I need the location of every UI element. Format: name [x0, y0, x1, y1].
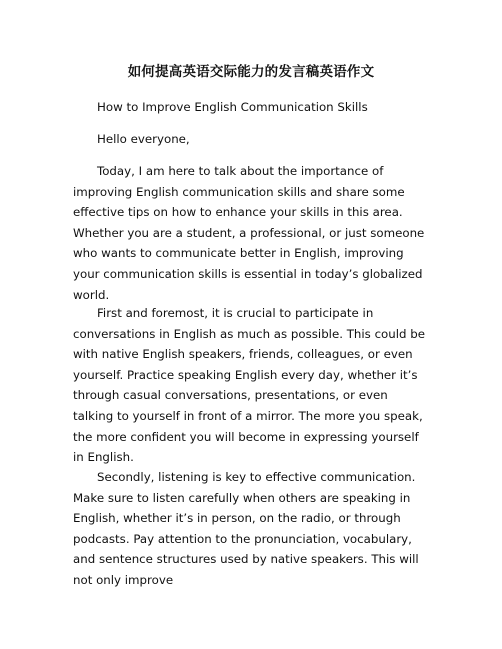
- document-title: 如何提高英语交际能力的发言稿英语作文: [127, 64, 375, 80]
- paragraph-second-tip: Secondly, listening is key to effective communication. Make sure to listen carefully when others are speaking in English, whether it’s in person, on the radio, or through podcasts. Pay attention to the pronunciation, vocabulary, and sentence structures used by native speakers. This will not only improve: [73, 470, 419, 587]
- paragraph-first-tip: First and foremost, it is crucial to participate in conversations in English as much as possible. This could be with native English speakers, friends, colleagues, or even yourself. Practice speaking English every day, whether it’s through casual conversations, presentations, or even talking to yourself in front of a mirror. The more you speak, the more confident you will become in expressing yourself in English.: [73, 306, 426, 465]
- greeting: Hello everyone,: [97, 132, 190, 146]
- paragraph-introduction: Today, I am here to talk about the importance of improving English communication skills and share some effective tips on how to enhance your skills in this area. Whether you are a student, a professional, or just someone who wants to communicate better in English, improving your communication skills is essential in today’s globalized world.: [73, 164, 425, 302]
- document-subtitle: How to Improve English Communication Skills: [97, 100, 368, 114]
